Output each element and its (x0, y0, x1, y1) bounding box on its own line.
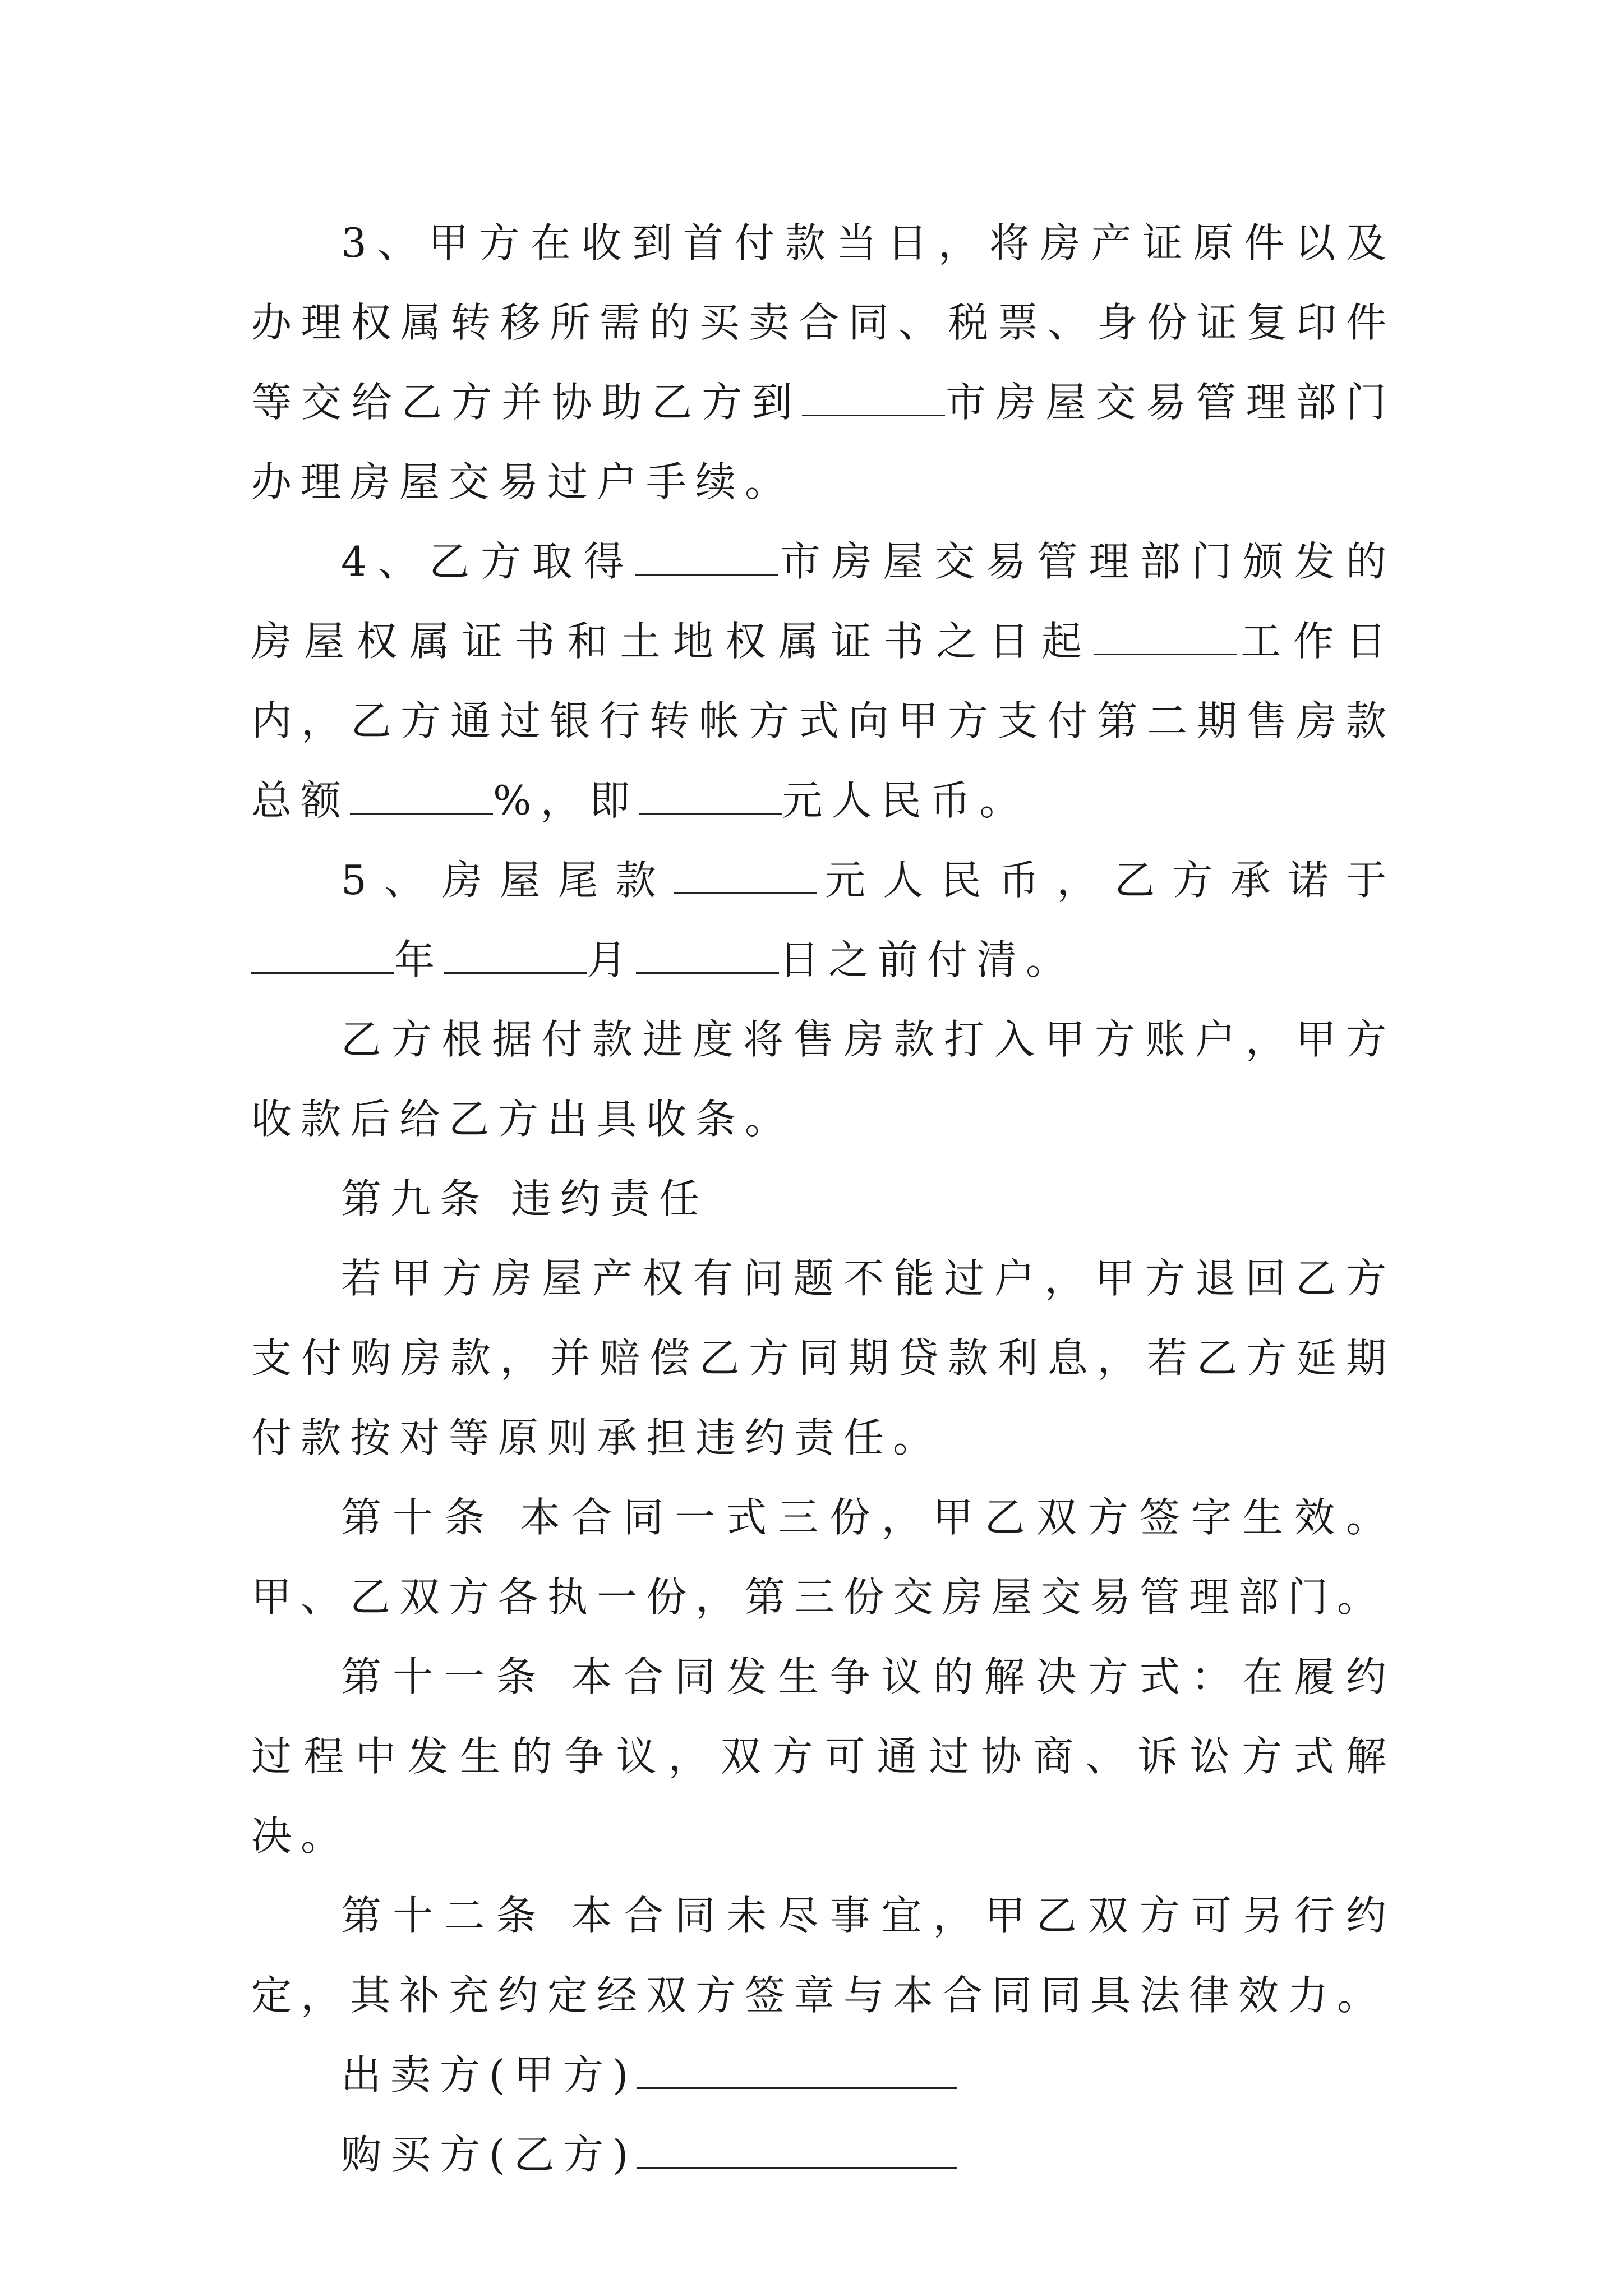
text-span: %，即 (493, 777, 639, 824)
article-9-heading: 第九条 违约责任 (341, 1175, 708, 1222)
text-span: 年 (394, 936, 444, 983)
breach-paragraph: 若甲方房屋产权有问题不能过户，甲方退回乙方支付购房款，并赔偿乙方同期贷款利息，若乙方延期付款按对等原则承担违约责任。 (251, 1255, 1395, 1461)
buyer-signature-line (251, 2115, 1395, 2194)
buyer-label: 购买方(乙方) (341, 2131, 638, 2178)
text-span: 元人民币，乙方承诺于 (817, 857, 1395, 904)
article-10-paragraph: 第十条 本合同一式三份，甲乙双方签字生效。甲、乙双方各执一份，第三份交房屋交易管理部门。 (251, 1494, 1395, 1621)
payment-note-paragraph: 乙方根据付款进度将售房款打入甲方账户，甲方收款后给乙方出具收条。 (251, 1016, 1395, 1143)
blank-days (1094, 615, 1237, 655)
blank-day (636, 934, 779, 974)
blank-year (251, 934, 394, 974)
seller-label: 出卖方(甲方) (341, 2051, 638, 2099)
clause-4-paragraph (251, 522, 1395, 840)
seller-signature-blank (637, 2049, 957, 2089)
text-span: 月 (587, 936, 637, 983)
text-span: 元人民币。 (782, 777, 1029, 824)
seller-signature-line (251, 2035, 1395, 2115)
text-span: 5、房屋尾款 (341, 857, 674, 904)
blank-month (444, 934, 587, 974)
buyer-signature-blank (637, 2129, 957, 2169)
article-12-paragraph: 第十二条 本合同未尽事宜，甲乙双方可另行约定，其补充约定经双方签章与本合同同具法律效力。 (251, 1892, 1395, 2019)
article-11-paragraph: 第十一条 本合同发生争议的解决方式：在履约过程中发生的争议，双方可通过协商、诉讼方式解决。 (251, 1653, 1395, 1860)
clause-3-paragraph (251, 203, 1395, 522)
clause-5-paragraph (251, 840, 1395, 1000)
blank-amount (639, 775, 782, 815)
blank-city (802, 376, 945, 416)
text-span: 市房屋交易管理部门办理房屋交易过户手续。 (251, 379, 1395, 505)
document-body (251, 203, 1395, 2194)
text-span: 4、乙方取得 (341, 538, 635, 585)
blank-city (635, 536, 778, 576)
text-span: 3、甲方在收到首付款当日，将房产证原件以及办理权属转移所需的买卖合同、税票、身份证复印件等交给乙方并协助乙方到 (251, 219, 1395, 426)
blank-percent (350, 775, 493, 815)
blank-amount (674, 854, 817, 894)
text-span: 工作日内，乙方通过银行转帐方式向甲方支付第二期售房款总额 (251, 618, 1395, 824)
text-span: 市房屋交易管理部门颁发的房屋权属证书和土地权属证书之日起 (251, 538, 1395, 665)
text-span: 日之前付清。 (779, 936, 1076, 983)
